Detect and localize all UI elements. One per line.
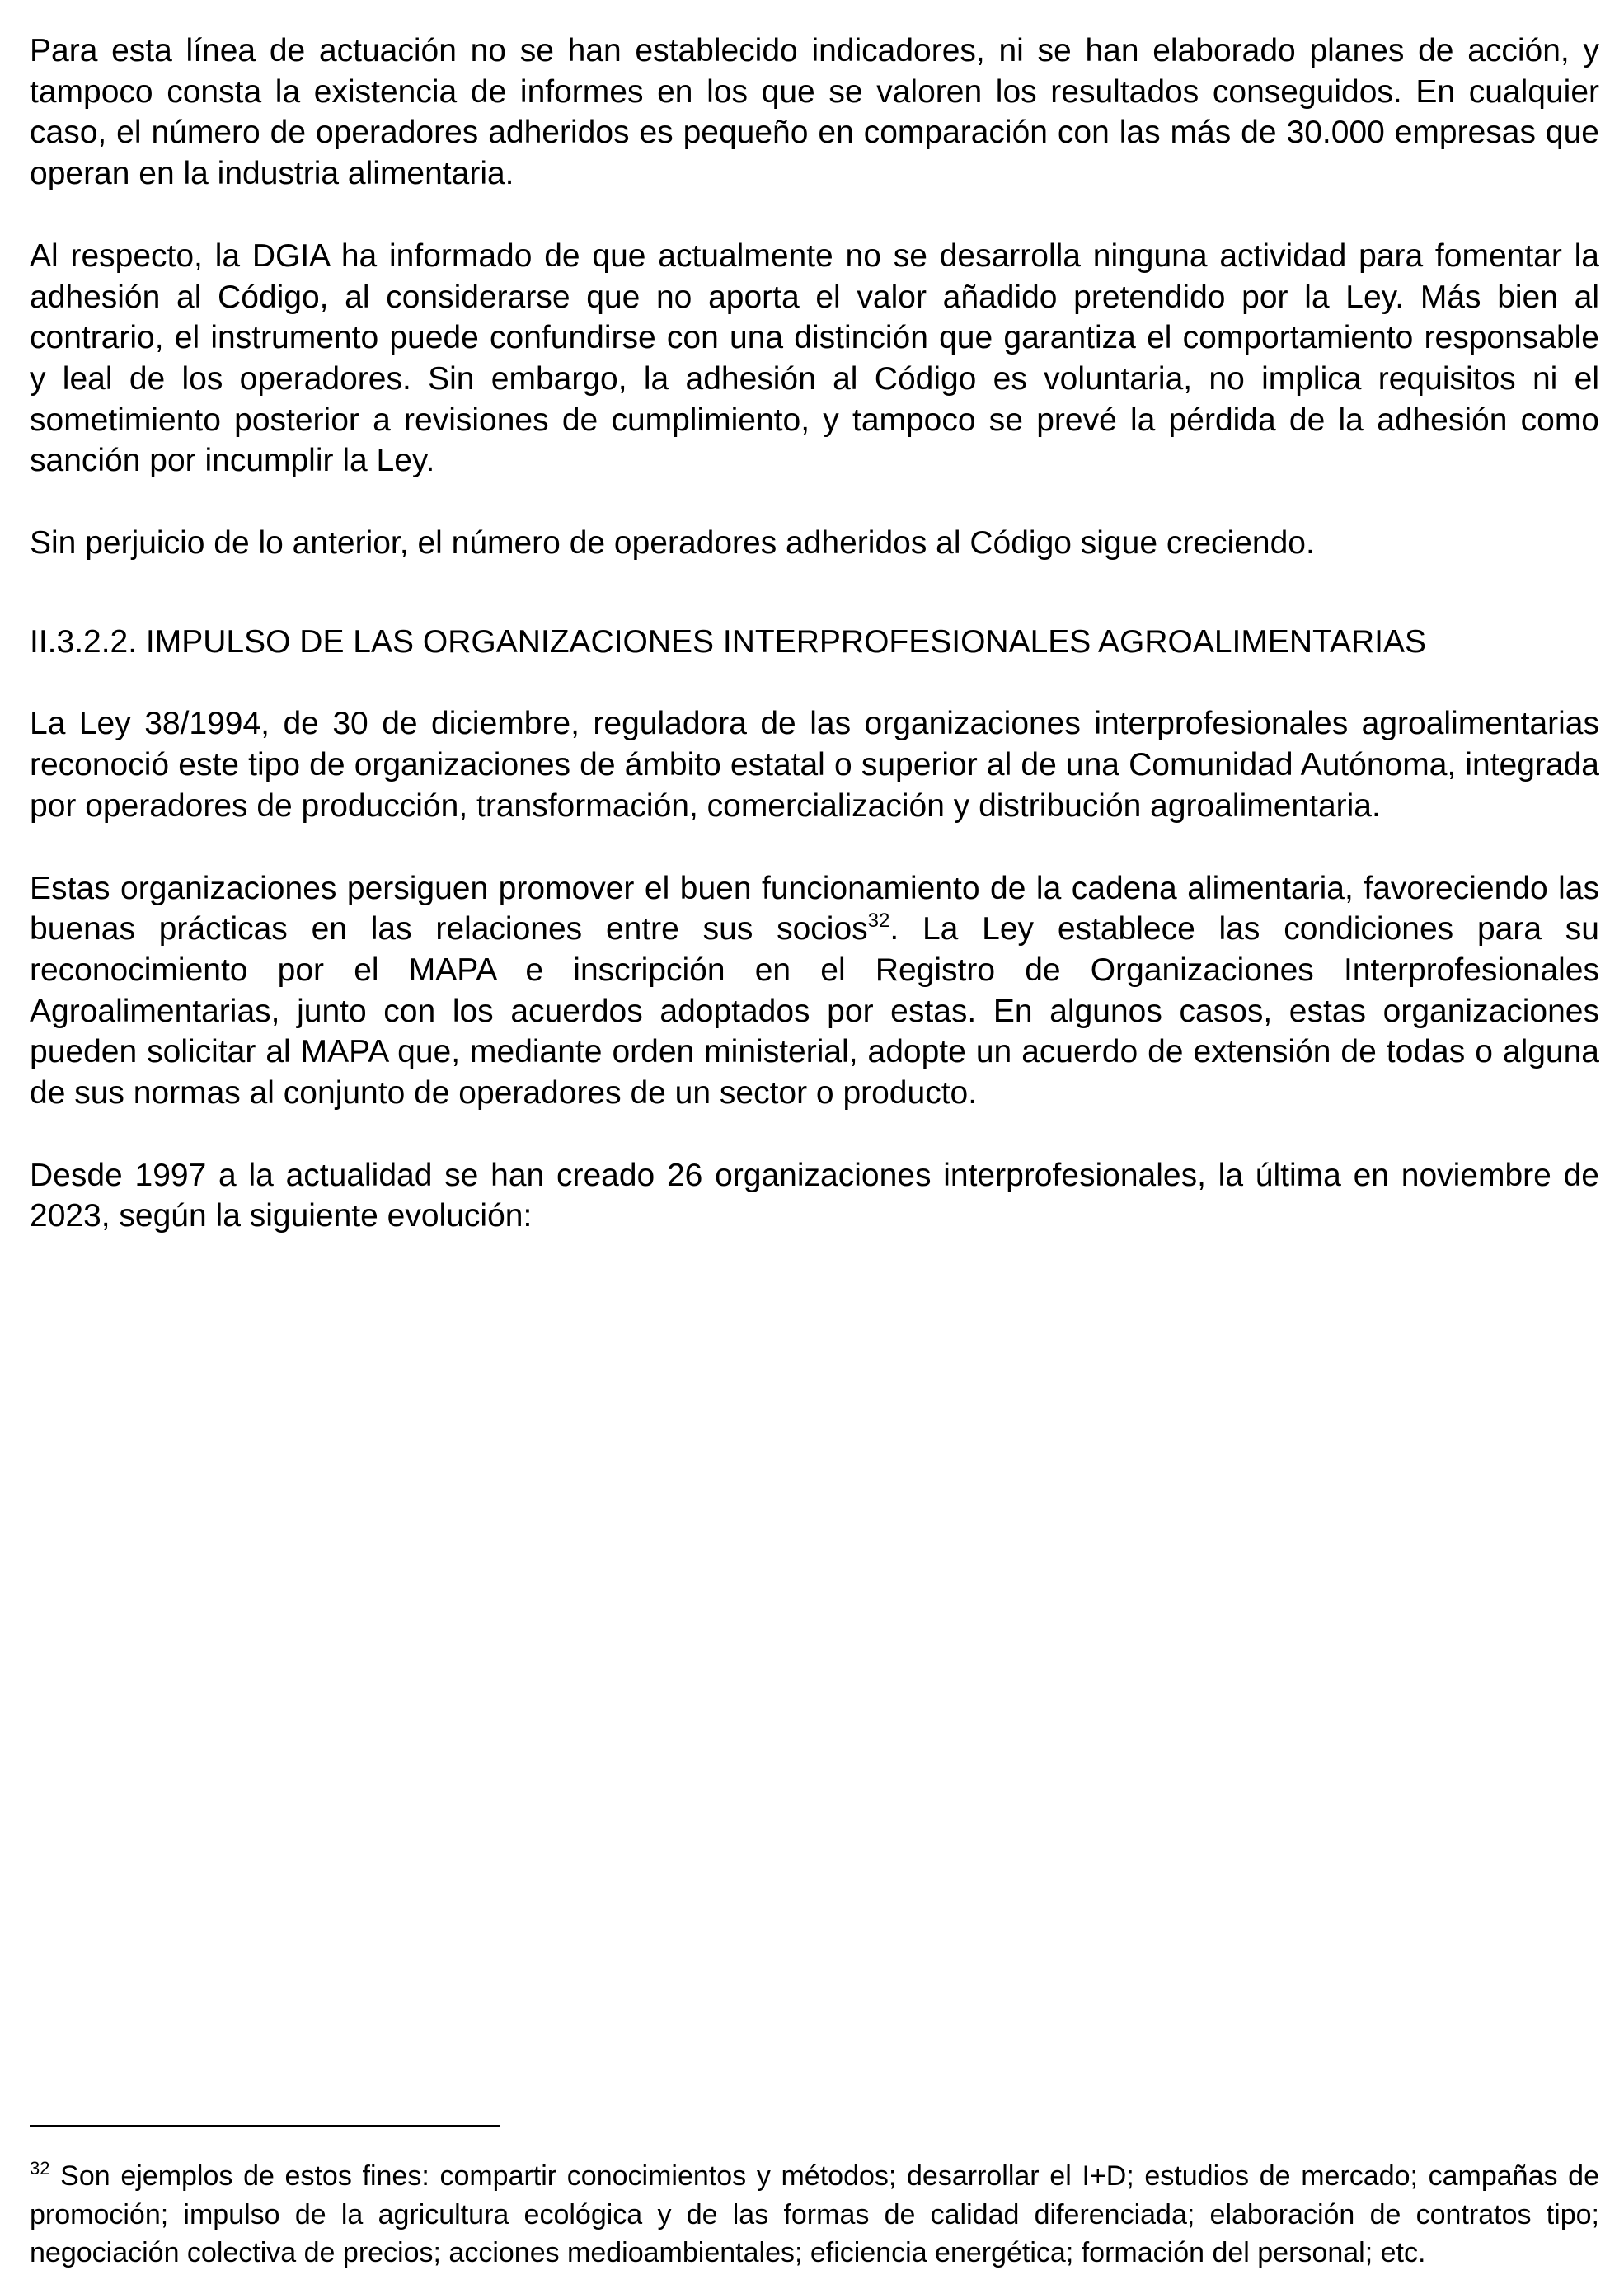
footnote bbox=[30, 2157, 1599, 2273]
paragraph-law: La Ley 38/1994, de 30 de diciembre, reguladora de las organizaciones interprofesionales agroalimentarias reconoció este tipo de organizaciones de ámbito estatal o superior al de una Comunidad Autónoma, integrada por operadores de producción, transformación, comercialización y distribución agroalimentaria. bbox=[30, 706, 1599, 824]
text: Estas organizaciones persiguen promover el buen funcionamiento de la cadena alimentaria, favoreciendo las buenas prácticas en las relaciones entre sus socios bbox=[30, 870, 1599, 947]
paragraph-evolution: Desde 1997 a la actualidad se han creado 26 organizaciones interprofesionales, la última en noviembre de 2023, según la siguiente evolución: bbox=[30, 1157, 1599, 1234]
footnote-reference[interactable]: 32 bbox=[867, 909, 890, 933]
document-body bbox=[30, 31, 1599, 1237]
footnote-separator bbox=[30, 2125, 500, 2127]
text: . La Ley establece las condiciones para su reconocimiento por el MAPA e inscripción en el Registro de Organizaciones Interprofesionales Agroalimentarias, junto con los acuerdos adoptados por estas. En algunos casos, estas organizaciones pueden solicitar al MAPA que, mediante orden ministerial, adopte un acuerdo de extensión de todas o alguna de sus normas al conjunto de operadores de un sector o producto. bbox=[30, 911, 1599, 1112]
section-heading: II.3.2.2. IMPULSO DE LAS ORGANIZACIONES INTERPROFESIONALES AGROALIMENTARIAS bbox=[30, 623, 1427, 660]
paragraph-organizations bbox=[30, 868, 1599, 1114]
paragraph-monitoring: Para esta línea de actuación no se han establecido indicadores, ni se han elaborado planes de acción, y tampoco consta la existencia de informes en los que se valoren los resultados conseguidos. En cualquier caso, el número de operadores adheridos es pequeño en comparación con las más de 30.000 empresas que operan en la industria alimentaria. bbox=[30, 33, 1599, 192]
footnote-text: Son ejemplos de estos fines: compartir conocimientos y métodos; desarrollar el I+D; estudios de mercado; campañas de promoción; impulso de la agricultura ecológica y de las formas de calidad diferenciada; elaboración de contratos tipo; negociación colectiva de precios; acciones medioambientales; eficiencia energética; formación del personal; etc. bbox=[30, 2160, 1599, 2268]
footnote-number: 32 bbox=[30, 2158, 50, 2179]
paragraph-growth: Sin perjuicio de lo anterior, el número de operadores adheridos al Código sigue creciendo. bbox=[30, 525, 1315, 562]
paragraph-dgia: Al respecto, la DGIA ha informado de que actualmente no se desarrolla ninguna actividad para fomentar la adhesión al Código, al considerarse que no aporta el valor añadido pretendido por la Ley. Más bien al contrario, el instrumento puede confundirse con una distinción que garantiza el comportamiento responsable y leal de los operadores. Sin embargo, la adhesión al Código es voluntaria, no implica requisitos ni el sometimiento posterior a revisiones de cumplimiento, y tampoco se prevé la pérdida de la adhesión como sanción por incumplir la Ley. bbox=[30, 237, 1599, 479]
